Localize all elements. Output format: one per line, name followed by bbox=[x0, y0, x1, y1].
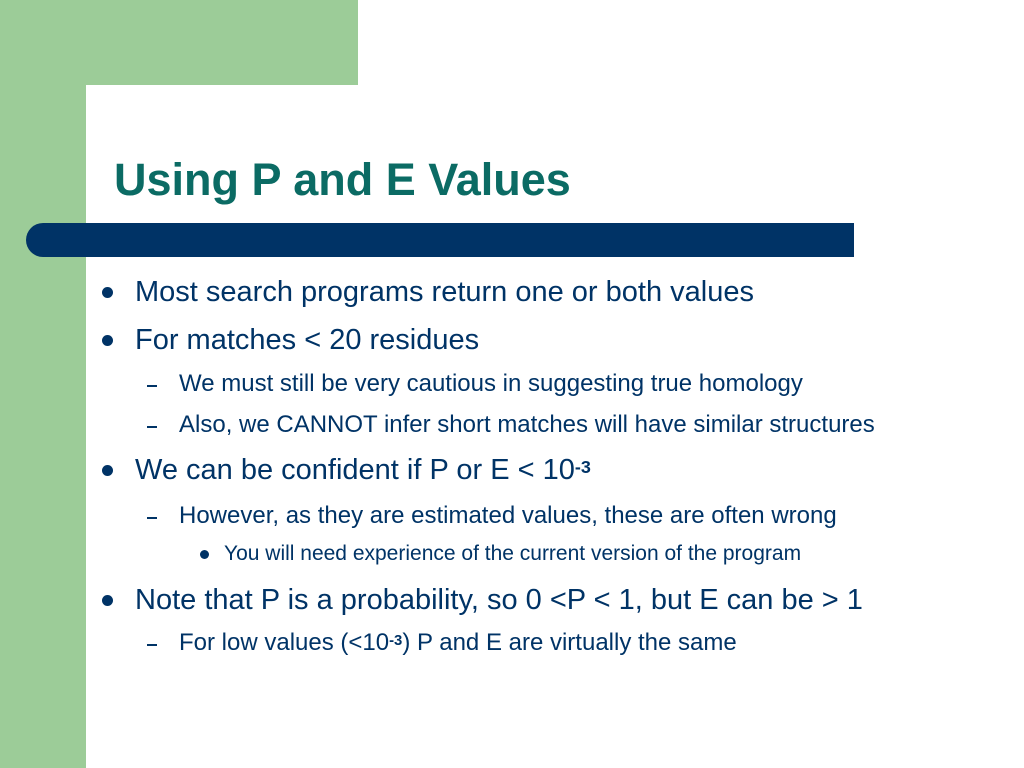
sub-bullet-text: For low values (<10 bbox=[179, 629, 390, 656]
sub-sub-bullet-text: You will need experience of the current version of the program bbox=[224, 542, 802, 565]
bullet-text: Most search programs return one or both values bbox=[135, 276, 754, 308]
dash-marker-icon bbox=[147, 385, 157, 387]
green-left-band bbox=[0, 0, 86, 768]
bullet-item bbox=[135, 323, 479, 357]
dash-marker-icon bbox=[147, 517, 157, 519]
sub-sub-bullet-item bbox=[224, 541, 801, 567]
exponent: -3 bbox=[389, 633, 403, 649]
bullet-dot-icon bbox=[102, 595, 113, 606]
bullet-dot-icon bbox=[200, 550, 209, 559]
sub-bullet-text: However, as they are estimated values, these are often wrong bbox=[179, 502, 837, 529]
dash-marker-icon bbox=[147, 426, 157, 428]
exponent: -3 bbox=[574, 457, 591, 477]
green-top-band bbox=[0, 0, 358, 85]
sub-bullet-item bbox=[179, 628, 737, 658]
sub-bullet-item bbox=[179, 369, 803, 399]
sub-bullet-text: We must still be very cautious in suggesting true homology bbox=[179, 370, 803, 397]
bullet-dot-icon bbox=[102, 465, 113, 476]
bullet-item bbox=[135, 275, 754, 309]
bullet-item bbox=[135, 453, 591, 487]
sub-bullet-text: Also, we CANNOT infer short matches will have similar structures bbox=[179, 411, 875, 438]
bullet-dot-icon bbox=[102, 287, 113, 298]
sub-bullet-text-tail: ) P and E are virtually the same bbox=[402, 629, 737, 656]
bullet-text: For matches < 20 residues bbox=[135, 324, 480, 356]
bullet-text: We can be confident if P or E < 10 bbox=[135, 454, 575, 486]
sub-bullet-item bbox=[179, 501, 837, 531]
bullet-text: Note that P is a probability, so 0 <P < 1, but E can be > 1 bbox=[135, 584, 863, 616]
slide-title: Using P and E Values bbox=[114, 154, 571, 205]
dash-marker-icon bbox=[147, 644, 157, 646]
title-underline-bar bbox=[26, 223, 854, 257]
sub-bullet-item bbox=[179, 410, 875, 440]
bullet-item bbox=[135, 583, 863, 617]
bullet-dot-icon bbox=[102, 335, 113, 346]
